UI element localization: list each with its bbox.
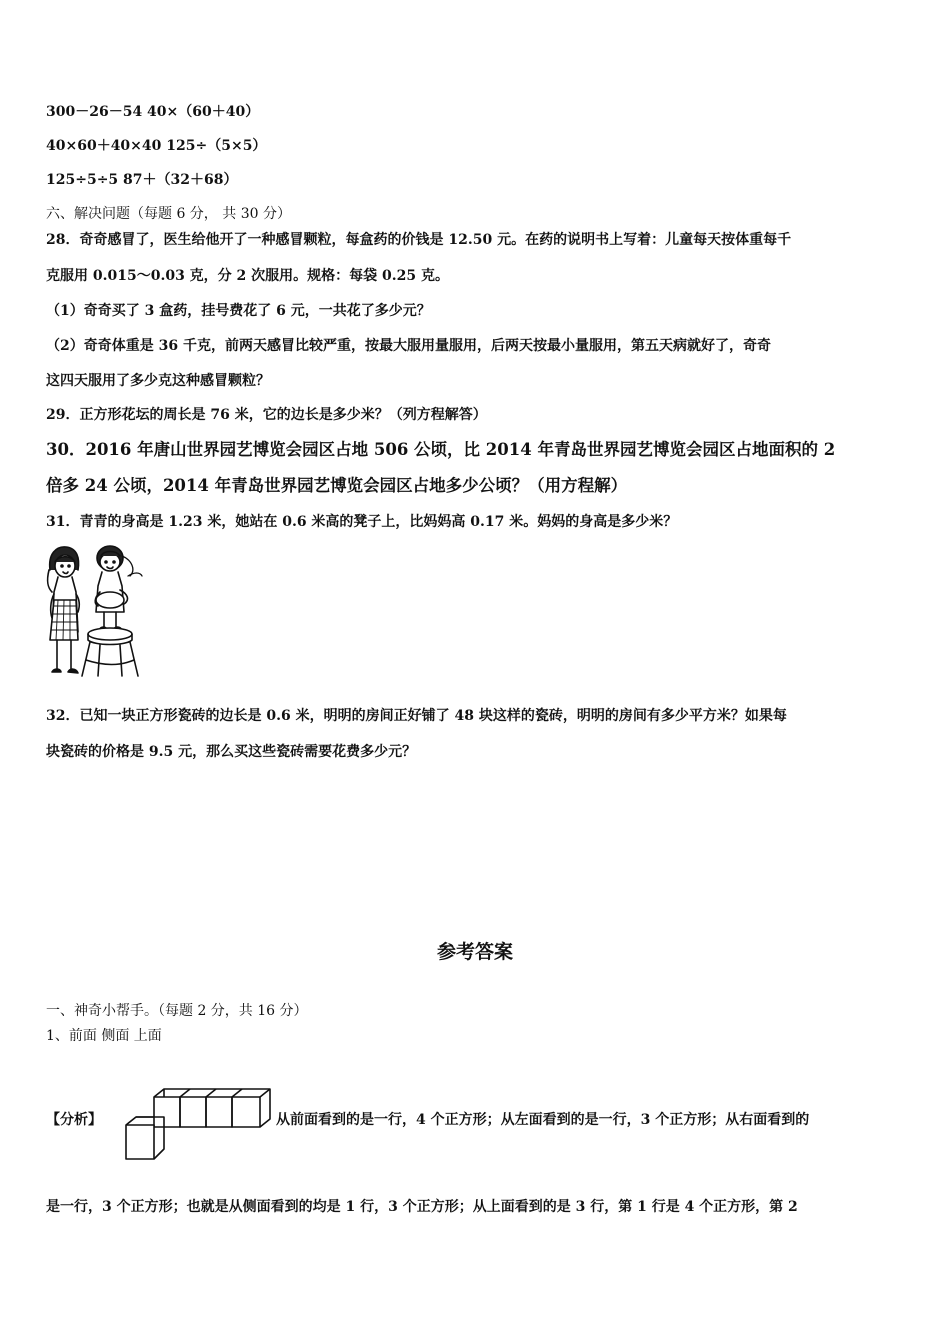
answer-key-title: 参考答案 [436,941,513,963]
mother-and-girl-illustration [44,542,148,680]
q32-line-1: 32．已知一块正方形瓷砖的边长是 0.6 米，明明的房间正好铺了 48 块这样的瓷砖，明明的房间有多少平方米？如果每 [46,708,787,724]
calc-row-2: 40×60＋40×40 125÷（5×5） [46,138,267,154]
q30-line-1: 30．2016 年唐山世界园艺博览会园区占地 506 公顷，比 2014 年青岛世界园艺博览会园区占地面积的 2 [46,440,836,459]
analysis-continuation: 是一行，3 个正方形；也就是从侧面看到的均是 1 行，3 个正方形；从上面看到的是 3 行，第 1 行是 4 个正方形，第 2 [46,1199,798,1215]
q28-sub-2-line-1: （2）奇奇体重是 36 千克，前两天感冒比较严重，按最大服用量服用，后两天按最小量服用，第五天病就好了，奇奇 [46,338,771,354]
analysis-row [46,1087,906,1161]
q28-line-2: 克服用 0.015～0.03 克，分 2 次服用。规格：每袋 0.25 克。 [46,268,450,284]
answer-section-1-heading: 一、神奇小帮手。（每题 2 分，共 16 分） [46,1003,308,1019]
q29-text: 29．正方形花坛的周长是 76 米，它的边长是多少米？（列方程解答） [46,407,487,423]
analysis-label: 【分析】 [46,1112,102,1128]
q28-sub-1: （1）奇奇买了 3 盒药，挂号费花了 6 元，一共花了多少元？ [46,303,431,319]
section-heading-6: 六、解决问题（每题 6 分， 共 30 分） [46,206,291,222]
q28-sub-2-line-2: 这四天服用了多少克这种感冒颗粒？ [46,373,270,389]
q30-line-2: 倍多 24 公顷，2014 年青岛世界园艺博览会园区占地多少公顷？（用方程解） [46,476,628,495]
q32-line-2: 块瓷砖的价格是 9.5 元，那么买这些瓷砖需要花费多少元？ [46,744,417,760]
analysis-text: 从前面看到的是一行，4 个正方形；从左面看到的是一行，3 个正方形；从右面看到的 [276,1112,810,1128]
answer-1: 1、前面 侧面 上面 [46,1028,162,1044]
calc-row-1: 300－26－54 40×（60＋40） [46,104,260,120]
calc-row-3: 125÷5÷5 87＋（32＋68） [46,172,238,188]
cube-stack-figure [124,1087,272,1161]
q28-line-1: 28．奇奇感冒了，医生给他开了一种感冒颗粒，每盒药的价钱是 12.50 元。在药的说明书上写着：儿童每天按体重每千 [46,232,792,248]
q31-text: 31．青青的身高是 1.23 米，她站在 0.6 米高的凳子上，比妈妈高 0.17 米。妈妈的身高是多少米？ [46,514,678,530]
